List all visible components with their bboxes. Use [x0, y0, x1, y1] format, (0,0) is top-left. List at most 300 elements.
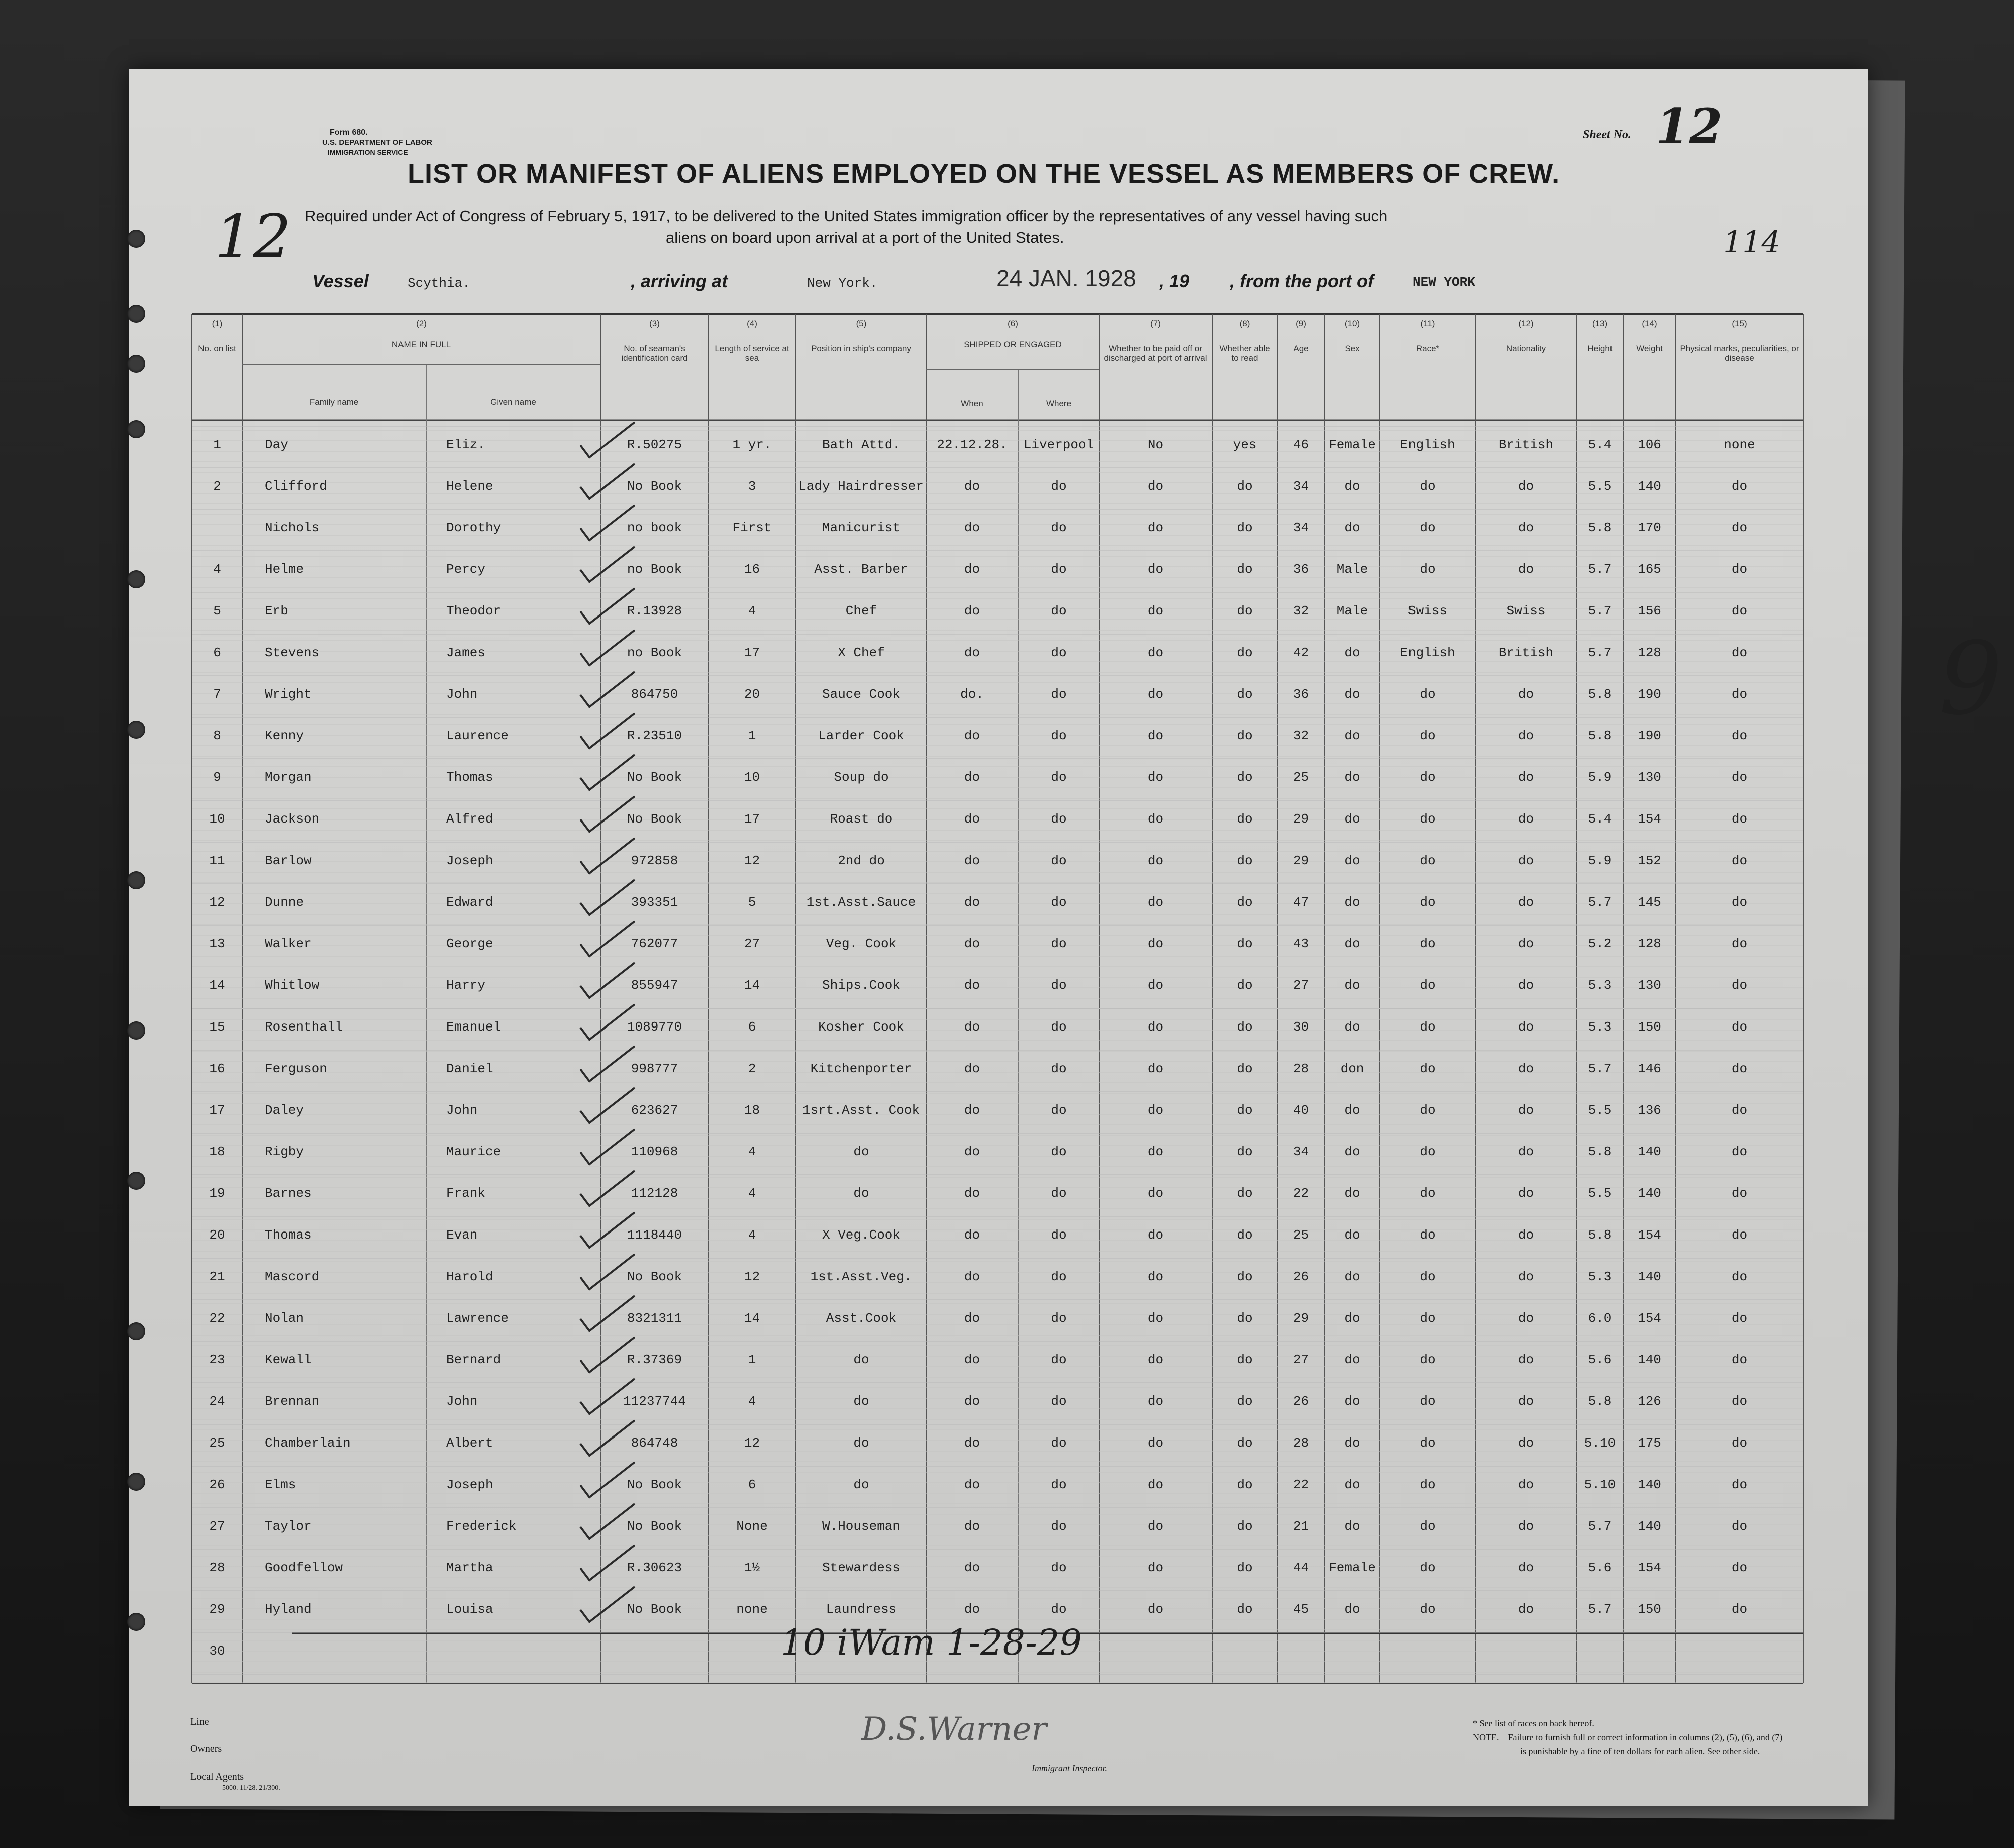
cell-nationality: Swiss — [1506, 603, 1546, 619]
cell-family: Stevens — [265, 645, 320, 660]
cell-family: Ferguson — [265, 1061, 327, 1076]
cell-service: 1½ — [744, 1560, 760, 1575]
cell-card: 1118440 — [627, 1227, 682, 1243]
cell-service: 1 — [748, 728, 756, 743]
cell-sex: do — [1344, 1394, 1360, 1409]
cell-when: 22.12.28. — [937, 437, 1008, 452]
column-header: SHIPPED OR ENGAGED — [964, 340, 1062, 349]
cell-weight: 140 — [1638, 1269, 1661, 1284]
cell-age: 22 — [1293, 1186, 1309, 1201]
cell-race: do — [1420, 895, 1436, 910]
cell-no: 24 — [209, 1394, 225, 1409]
cell-when: do — [964, 1103, 980, 1118]
cell-weight: 152 — [1638, 853, 1661, 868]
races-note: * See list of races on back hereof. — [1473, 1718, 1594, 1728]
cell-age: 22 — [1293, 1477, 1309, 1492]
cell-given: Joseph — [446, 1477, 493, 1492]
cell-paid: do — [1147, 978, 1164, 993]
cell-paid: do — [1147, 1352, 1164, 1367]
cell-when: do — [964, 978, 980, 993]
cell-sex: Female — [1329, 437, 1376, 452]
cell-weight: 150 — [1638, 1019, 1661, 1035]
cell-paid: do — [1147, 562, 1164, 577]
cell-read: do — [1237, 687, 1253, 702]
cell-marks: do — [1731, 645, 1748, 660]
cell-height: 5.7 — [1588, 562, 1612, 577]
cell-height: 5.4 — [1588, 811, 1612, 827]
cell-when: do — [964, 1602, 980, 1617]
cell-marks: do — [1731, 1061, 1748, 1076]
cell-age: 43 — [1293, 936, 1309, 951]
cell-given: Bernard — [446, 1352, 501, 1367]
cell-read: do — [1237, 1311, 1253, 1326]
cell-weight: 140 — [1638, 1477, 1661, 1492]
cell-card: 11237744 — [623, 1394, 686, 1409]
cell-paid: do — [1147, 770, 1164, 785]
cell-weight: 140 — [1638, 1144, 1661, 1159]
cell-position: do — [853, 1144, 869, 1159]
cell-sex: do — [1344, 687, 1360, 702]
cell-card: no Book — [627, 645, 682, 660]
cell-given: Joseph — [446, 853, 493, 868]
cell-family: Dunne — [265, 895, 304, 910]
cell-marks: do — [1731, 770, 1748, 785]
cell-sex: do — [1344, 520, 1360, 535]
cell-age: 32 — [1293, 603, 1309, 619]
cell-card: 864748 — [631, 1435, 678, 1451]
cell-when: do — [964, 603, 980, 619]
cell-position: Manicurist — [822, 520, 901, 535]
cell-position: 1srt.Asst. Cook — [802, 1103, 920, 1118]
cell-sex: do — [1344, 936, 1360, 951]
cell-weight: 170 — [1638, 520, 1661, 535]
cell-when: do — [964, 562, 980, 577]
cell-position: W.Houseman — [822, 1519, 901, 1534]
cell-card: 864750 — [631, 687, 678, 702]
cell-weight: 140 — [1638, 1519, 1661, 1534]
cell-given: Eliz. — [446, 437, 486, 452]
cell-position: 2nd do — [838, 853, 885, 868]
column-number: (15) — [1732, 319, 1747, 328]
cell-marks: do — [1731, 1519, 1748, 1534]
cell-sex: do — [1344, 1352, 1360, 1367]
cell-marks: do — [1731, 1144, 1748, 1159]
cell-card: R.13928 — [627, 603, 682, 619]
cell-height: 5.10 — [1584, 1477, 1616, 1492]
cell-read: do — [1237, 1394, 1253, 1409]
cell-read: do — [1237, 1186, 1253, 1201]
cell-family: Elms — [265, 1477, 296, 1492]
cell-height: 5.7 — [1588, 645, 1612, 660]
cell-marks: do — [1731, 520, 1748, 535]
cell-no: 2 — [213, 479, 221, 494]
cell-read: do — [1237, 562, 1253, 577]
cell-age: 29 — [1293, 811, 1309, 827]
column-number: (9) — [1296, 319, 1306, 328]
cell-marks: do — [1731, 978, 1748, 993]
cell-where: do — [1051, 1560, 1067, 1575]
cell-where: do — [1051, 1061, 1067, 1076]
cell-where: do — [1051, 1186, 1067, 1201]
cell-age: 47 — [1293, 895, 1309, 910]
cell-service: none — [736, 1602, 768, 1617]
cell-no: 29 — [209, 1602, 225, 1617]
cell-marks: do — [1731, 811, 1748, 827]
cell-nationality: do — [1518, 1144, 1534, 1159]
cell-nationality: do — [1518, 520, 1534, 535]
cell-paid: do — [1147, 1435, 1164, 1451]
cell-race: Swiss — [1407, 603, 1447, 619]
cell-read: do — [1237, 1144, 1253, 1159]
cell-paid: do — [1147, 1560, 1164, 1575]
cell-service: 10 — [744, 770, 760, 785]
cell-card: 623627 — [631, 1103, 678, 1118]
cell-nationality: do — [1518, 562, 1534, 577]
cell-service: First — [732, 520, 772, 535]
cell-marks: do — [1731, 1602, 1748, 1617]
cell-height: 5.10 — [1584, 1435, 1616, 1451]
cell-nationality: do — [1518, 978, 1534, 993]
cell-nationality: do — [1518, 1019, 1534, 1035]
cell-where: do — [1051, 1602, 1067, 1617]
cell-sex: do — [1344, 1186, 1360, 1201]
cell-given: James — [446, 645, 486, 660]
cell-nationality: do — [1518, 811, 1534, 827]
cell-nationality: do — [1518, 1311, 1534, 1326]
cell-paid: do — [1147, 687, 1164, 702]
cell-no: 10 — [209, 811, 225, 827]
cell-card: R.23510 — [627, 728, 682, 743]
cell-no: 26 — [209, 1477, 225, 1492]
cell-marks: do — [1731, 853, 1748, 868]
column-header: NAME IN FULL — [391, 340, 451, 349]
cell-paid: do — [1147, 1602, 1164, 1617]
cell-no: 5 — [213, 603, 221, 619]
cell-height: 5.9 — [1588, 770, 1612, 785]
cell-given: Lawrence — [446, 1311, 509, 1326]
cell-paid: No — [1147, 437, 1164, 452]
cell-given: Maurice — [446, 1144, 501, 1159]
cell-when: do — [964, 811, 980, 827]
cell-position: 1st.Asst.Sauce — [806, 895, 916, 910]
cell-where: do — [1051, 1477, 1067, 1492]
cell-where: do — [1051, 770, 1067, 785]
cell-weight: 154 — [1638, 811, 1661, 827]
cell-when: do — [964, 1269, 980, 1284]
cell-age: 42 — [1293, 645, 1309, 660]
column-number: (1) — [212, 319, 223, 328]
cell-card: 998777 — [631, 1061, 678, 1076]
from-port-label: , from the port of — [1230, 271, 1374, 291]
cell-where: do — [1051, 645, 1067, 660]
cell-no: 6 — [213, 645, 221, 660]
cell-when: do — [964, 895, 980, 910]
cell-weight: 175 — [1638, 1435, 1661, 1451]
cell-given: Dorothy — [446, 520, 501, 535]
cell-race: do — [1420, 1560, 1436, 1575]
cell-race: do — [1420, 1435, 1436, 1451]
penalty-note-1: NOTE.—Failure to furnish full or correct information in columns (2), (5), (6), and (7) — [1473, 1732, 1783, 1742]
cell-height: 5.3 — [1588, 1019, 1612, 1035]
cell-service: 1 yr. — [732, 437, 772, 452]
cell-service: 17 — [744, 645, 760, 660]
cell-age: 28 — [1293, 1061, 1309, 1076]
margin-mark-left: 12 — [215, 202, 291, 272]
column-number: (12) — [1518, 319, 1534, 328]
cell-read: yes — [1233, 437, 1257, 452]
cell-nationality: do — [1518, 479, 1534, 494]
cell-read: do — [1237, 1352, 1253, 1367]
cell-height: 5.5 — [1588, 1103, 1612, 1118]
cell-paid: do — [1147, 1519, 1164, 1534]
cell-family: Mascord — [265, 1269, 320, 1284]
cell-position: Sauce Cook — [822, 687, 901, 702]
cell-height: 5.3 — [1588, 978, 1612, 993]
cell-weight: 106 — [1638, 437, 1661, 452]
cell-given: Frank — [446, 1186, 486, 1201]
cell-card: no Book — [627, 562, 682, 577]
cell-family: Nichols — [265, 520, 320, 535]
cell-given: Evan — [446, 1227, 478, 1243]
cell-read: do — [1237, 1227, 1253, 1243]
cell-service: 16 — [744, 562, 760, 577]
cell-race: do — [1420, 770, 1436, 785]
cell-weight: 128 — [1638, 936, 1661, 951]
cell-sex: do — [1344, 1311, 1360, 1326]
column-header: Whether to be paid off or discharged at port of arrival — [1104, 344, 1207, 363]
cell-card: R.30623 — [627, 1560, 682, 1575]
cell-position: Lady Hairdresser — [798, 479, 924, 494]
cell-race: do — [1420, 687, 1436, 702]
cell-card: No Book — [627, 1269, 682, 1284]
inspector-label: Immigrant Inspector. — [1032, 1763, 1107, 1773]
cell-position: Asst. Barber — [814, 562, 908, 577]
cell-weight: 190 — [1638, 728, 1661, 743]
cell-position: X Chef — [838, 645, 885, 660]
cell-nationality: do — [1518, 1602, 1534, 1617]
cell-where: do — [1051, 1311, 1067, 1326]
cell-where: do — [1051, 479, 1067, 494]
cell-nationality: do — [1518, 1435, 1534, 1451]
cell-service: 4 — [748, 1186, 756, 1201]
cell-marks: do — [1731, 603, 1748, 619]
cell-card: 1089770 — [627, 1019, 682, 1035]
cell-weight: 140 — [1638, 1186, 1661, 1201]
cell-height: 5.8 — [1588, 687, 1612, 702]
column-number: (8) — [1239, 319, 1250, 328]
cell-marks: do — [1731, 1186, 1748, 1201]
cell-read: do — [1237, 479, 1253, 494]
cell-marks: do — [1731, 1394, 1748, 1409]
cell-given: Laurence — [446, 728, 509, 743]
cell-read: do — [1237, 645, 1253, 660]
cell-marks: do — [1731, 1227, 1748, 1243]
cell-read: do — [1237, 895, 1253, 910]
cell-race: do — [1420, 936, 1436, 951]
cell-age: 21 — [1293, 1519, 1309, 1534]
cell-nationality: do — [1518, 1186, 1534, 1201]
cell-age: 30 — [1293, 1019, 1309, 1035]
cell-sex: do — [1344, 1602, 1360, 1617]
cell-card: No Book — [627, 479, 682, 494]
cell-height: 5.8 — [1588, 520, 1612, 535]
cell-paid: do — [1147, 853, 1164, 868]
cell-marks: do — [1731, 1311, 1748, 1326]
cell-race: do — [1420, 811, 1436, 827]
cell-no: 13 — [209, 936, 225, 951]
cell-nationality: do — [1518, 1560, 1534, 1575]
cell-weight: 126 — [1638, 1394, 1661, 1409]
cell-position: Stewardess — [822, 1560, 901, 1575]
margin-mark-right: 114 — [1723, 225, 1781, 260]
owners-label: Owners — [190, 1743, 222, 1754]
cell-given: Theodor — [446, 603, 501, 619]
cell-where: do — [1051, 520, 1067, 535]
cell-position: do — [853, 1352, 869, 1367]
cell-family: Wright — [265, 687, 312, 702]
column-header: Whether able to read — [1219, 344, 1270, 363]
cell-read: do — [1237, 520, 1253, 535]
cell-position: 1st.Asst.Veg. — [810, 1269, 912, 1284]
cell-when: do — [964, 728, 980, 743]
cell-paid: do — [1147, 1311, 1164, 1326]
cell-nationality: do — [1518, 936, 1534, 951]
cell-when: do — [964, 1435, 980, 1451]
cell-family: Daley — [265, 1103, 304, 1118]
column-header: Height — [1587, 344, 1613, 353]
arriving-label: , arriving at — [631, 271, 728, 291]
cell-service: 6 — [748, 1477, 756, 1492]
column-header: Race* — [1416, 344, 1440, 353]
column-header: No. on list — [198, 344, 236, 353]
cell-no: 9 — [213, 770, 221, 785]
cell-service: 4 — [748, 1144, 756, 1159]
local-agents-label: Local Agents — [190, 1771, 244, 1782]
cell-age: 44 — [1293, 1560, 1309, 1575]
cell-where: do — [1051, 728, 1067, 743]
cell-where: do — [1051, 687, 1067, 702]
cell-paid: do — [1147, 728, 1164, 743]
cell-read: do — [1237, 1519, 1253, 1534]
vessel-name: Scythia. — [408, 276, 470, 291]
cell-given: Percy — [446, 562, 486, 577]
cell-height: 5.4 — [1588, 437, 1612, 452]
cell-position: Bath Attd. — [822, 437, 901, 452]
cell-card: No Book — [627, 1519, 682, 1534]
cell-read: do — [1237, 936, 1253, 951]
cell-nationality: do — [1518, 1477, 1534, 1492]
column-header: Sex — [1345, 344, 1360, 353]
cell-position: Kosher Cook — [818, 1019, 904, 1035]
cell-read: do — [1237, 1019, 1253, 1035]
cell-sex: do — [1344, 1227, 1360, 1243]
cell-nationality: do — [1518, 1227, 1534, 1243]
cell-given: Edward — [446, 895, 493, 910]
cell-family: Jackson — [265, 811, 320, 827]
cell-read: do — [1237, 1602, 1253, 1617]
cell-paid: do — [1147, 1477, 1164, 1492]
cell-position: Larder Cook — [818, 728, 904, 743]
cell-weight: 154 — [1638, 1227, 1661, 1243]
cell-no: 18 — [209, 1144, 225, 1159]
cell-sex: do — [1344, 1269, 1360, 1284]
cell-read: do — [1237, 1560, 1253, 1575]
manifest-title: LIST OR MANIFEST OF ALIENS EMPLOYED ON THE VESSEL AS MEMBERS OF CREW. — [408, 159, 1560, 189]
cell-when: do — [964, 1560, 980, 1575]
cell-race: do — [1420, 1394, 1436, 1409]
cell-marks: do — [1731, 1560, 1748, 1575]
cell-weight: 145 — [1638, 895, 1661, 910]
cell-service: 17 — [744, 811, 760, 827]
cell-sex: Male — [1336, 603, 1368, 619]
cell-card: 972858 — [631, 853, 678, 868]
cell-where: do — [1051, 1519, 1067, 1534]
cell-race: English — [1400, 645, 1455, 660]
cell-nationality: do — [1518, 1269, 1534, 1284]
cell-service: 18 — [744, 1103, 760, 1118]
column-number: (6) — [1008, 319, 1018, 328]
cell-marks: none — [1724, 437, 1755, 452]
cell-read: do — [1237, 978, 1253, 993]
cell-nationality: do — [1518, 1352, 1534, 1367]
cell-given: Alfred — [446, 811, 493, 827]
cell-position: Veg. Cook — [826, 936, 897, 951]
column-header: Physical marks, peculiarities, or disease — [1680, 344, 1799, 363]
cell-read: do — [1237, 1435, 1253, 1451]
cell-marks: do — [1731, 1269, 1748, 1284]
cell-position: Laundress — [826, 1602, 897, 1617]
cell-paid: do — [1147, 1144, 1164, 1159]
handwritten-annotation: 10 iWam 1-28-29 — [781, 1622, 1082, 1663]
cell-age: 29 — [1293, 853, 1309, 868]
cell-nationality: British — [1498, 645, 1554, 660]
cell-family: Barlow — [265, 853, 312, 868]
cell-marks: do — [1731, 1477, 1748, 1492]
cell-card: 110968 — [631, 1144, 678, 1159]
cell-height: 5.6 — [1588, 1352, 1612, 1367]
column-number: (7) — [1150, 319, 1161, 328]
cell-position: Soup do — [834, 770, 889, 785]
cell-sex: do — [1344, 1435, 1360, 1451]
cell-race: do — [1420, 520, 1436, 535]
cell-paid: do — [1147, 520, 1164, 535]
cell-height: 5.3 — [1588, 1269, 1612, 1284]
cell-no: 25 — [209, 1435, 225, 1451]
cell-service: 4 — [748, 603, 756, 619]
column-header: Age — [1293, 344, 1309, 353]
year-label: , 19 — [1159, 271, 1190, 291]
cell-when: do — [964, 853, 980, 868]
cell-paid: do — [1147, 895, 1164, 910]
cell-where: do — [1051, 1269, 1067, 1284]
cell-marks: do — [1731, 1019, 1748, 1035]
cell-weight: 146 — [1638, 1061, 1661, 1076]
cell-height: 5.7 — [1588, 895, 1612, 910]
cell-no: 21 — [209, 1269, 225, 1284]
cell-position: X Veg.Cook — [822, 1227, 901, 1243]
cell-marks: do — [1731, 687, 1748, 702]
cell-when: do — [964, 1061, 980, 1076]
cell-family: Kenny — [265, 728, 304, 743]
cell-age: 28 — [1293, 1435, 1309, 1451]
cell-no: 28 — [209, 1560, 225, 1575]
cell-read: do — [1237, 603, 1253, 619]
cell-weight: 154 — [1638, 1560, 1661, 1575]
cell-paid: do — [1147, 1019, 1164, 1035]
cell-given: Harry — [446, 978, 486, 993]
cell-no: 20 — [209, 1227, 225, 1243]
cell-race: do — [1420, 978, 1436, 993]
